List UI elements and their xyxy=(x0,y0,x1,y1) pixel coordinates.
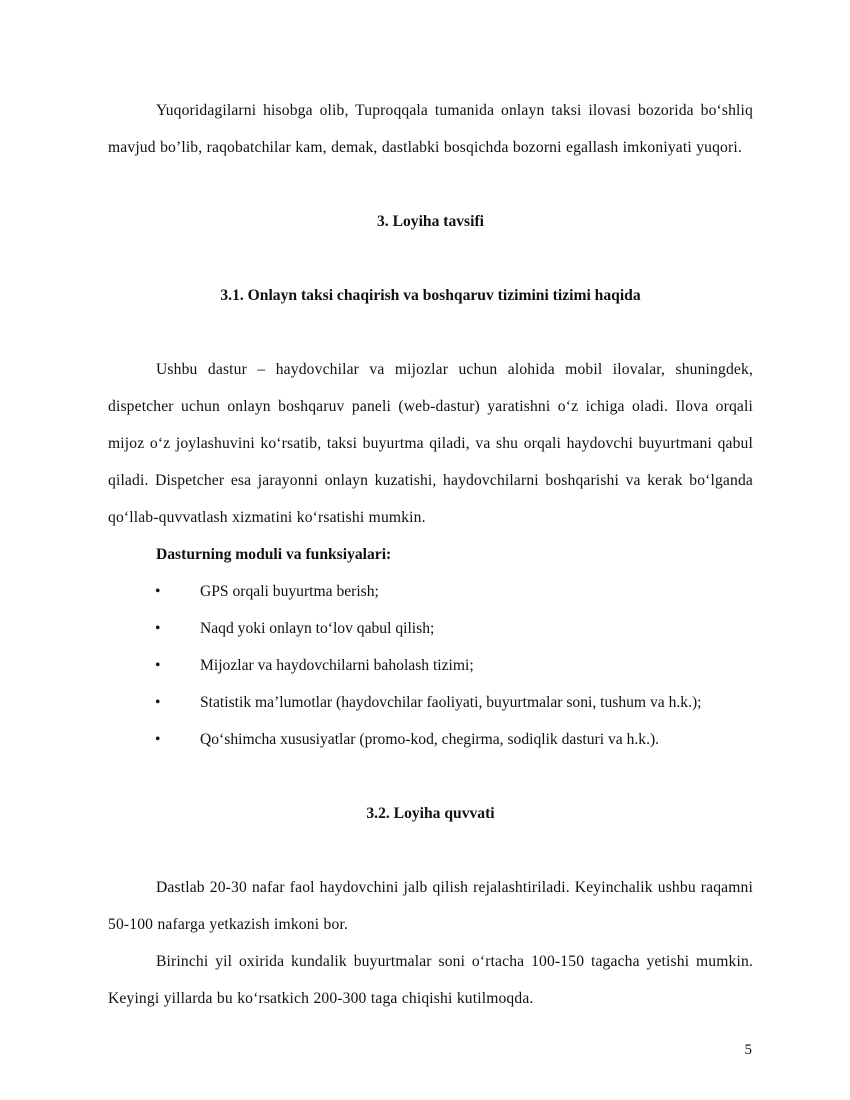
module-list-heading: Dasturning moduli va funksiyalari: xyxy=(156,546,392,563)
spacer xyxy=(108,758,753,795)
section-3-2-paragraph-2: Birinchi yil oxirida kundalik buyurtmalar soni o‘rtacha 100-150 tagacha yetishi mumkin. Keyingi yillarda bu ko‘rsatkich 200-300 taga chiqishi kutilmoqda. xyxy=(108,953,753,1007)
section-3-1-paragraph: Ushbu dastur – haydovchilar va mijozlar uchun alohida mobil ilovalar, shuningdek, dispetcher uchun onlayn boshqaruv paneli (web-dastur) yaratishni o‘z ichiga oladi. Ilova orqali mijoz o‘z joylashuvini ko‘rsatib, taksi buyurtma qiladi, va shu orqali haydovchi buyurtmani qabul qiladi. Dispetcher esa jarayonni onlayn kuzatishi, haydovchilarni boshqarishi va kerak bo‘lganda qo‘llab-quvvatlash xizmatini ko‘rsatishi mumkin. xyxy=(108,361,753,526)
section-heading-3: 3. Loyiha tavsifi xyxy=(376,213,484,230)
bullet-icon: • xyxy=(155,694,161,711)
bullet-icon: • xyxy=(155,657,161,674)
list-item-label: GPS orqali buyurtma berish; xyxy=(200,583,379,600)
bullet-icon: • xyxy=(155,583,161,600)
list-item xyxy=(108,647,753,684)
list-item xyxy=(108,721,753,758)
spacer xyxy=(108,240,753,277)
module-bullet-list xyxy=(108,573,753,758)
page-content xyxy=(108,92,753,1017)
spacer xyxy=(108,166,753,203)
list-item-label: Statistik ma’lumotlar (haydovchilar faoliyati, buyurtmalar soni, tushum va h.k.); xyxy=(200,694,702,711)
section-heading-3-1: 3.1. Onlayn taksi chaqirish va boshqaruv tizimini tizimi haqida xyxy=(220,287,641,304)
page-number: 5 xyxy=(744,1042,752,1058)
list-item xyxy=(108,573,753,610)
list-item-label: Naqd yoki onlayn to‘lov qabul qilish; xyxy=(200,620,435,637)
list-item xyxy=(108,610,753,647)
list-item-label: Qo‘shimcha xususiyatlar (promo-kod, chegirma, sodiqlik dasturi va h.k.). xyxy=(200,731,660,748)
list-item xyxy=(108,684,753,721)
list-item-label: Mijozlar va haydovchilarni baholash tizimi; xyxy=(200,657,474,674)
section-3-2-paragraph-1: Dastlab 20-30 nafar faol haydovchini jalb qilish rejalashtiriladi. Keyinchalik ushbu raqamni 50-100 nafarga yetkazish imkoni bor. xyxy=(108,879,753,933)
intro-paragraph: Yuqoridagilarni hisobga olib, Tuproqqala tumanida onlayn taksi ilovasi bozorida bo‘shliq mavjud bo’lib, raqobatchilar kam, demak, dastlabki bosqichda bozorni egallash imkoniyati yuqori. xyxy=(108,102,753,156)
bullet-icon: • xyxy=(155,620,161,637)
spacer xyxy=(108,314,753,351)
section-heading-3-2: 3.2. Loyiha quvvati xyxy=(366,805,495,822)
bullet-icon: • xyxy=(155,731,161,748)
spacer xyxy=(108,832,753,869)
